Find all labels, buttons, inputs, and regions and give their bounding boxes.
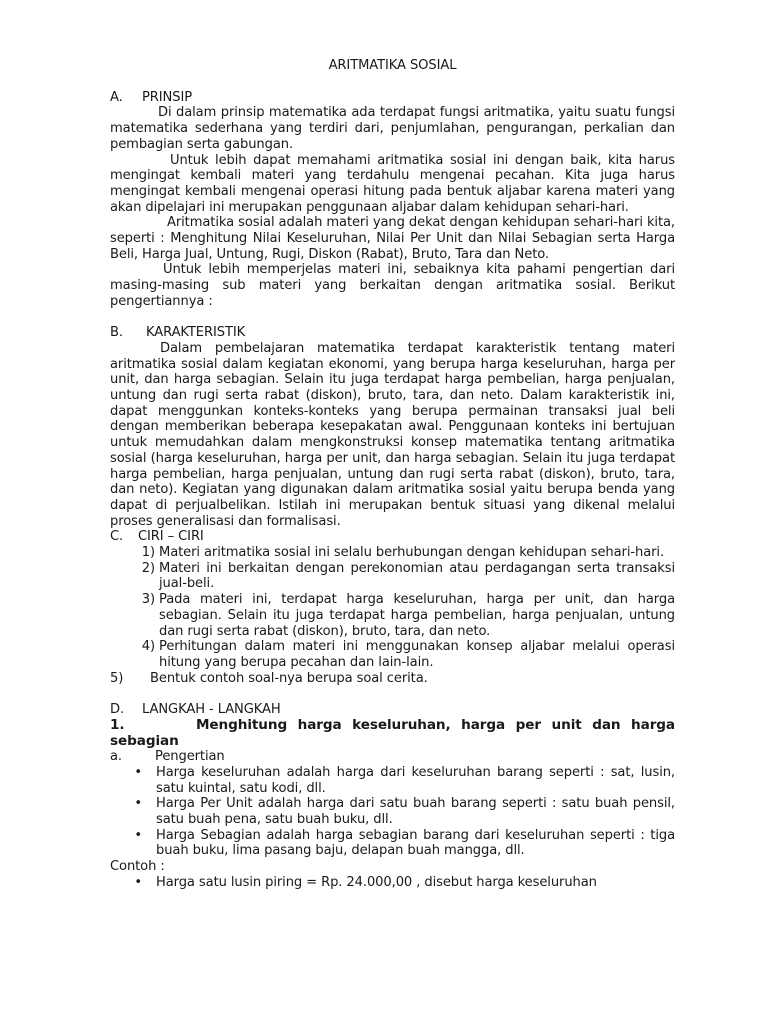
- list-item-text: Materi ini berkaitan dengan perekonomian atau perdagangan serta transaksi jual-beli.: [159, 560, 675, 592]
- list-item-text: Perhitungan dalam materi ini menggunakan konsep aljabar melalui operasi hitung yang berupa pecahan dan lain-lain.: [159, 639, 675, 670]
- list-item: [110, 592, 675, 639]
- list-item-number: 1): [141, 545, 155, 561]
- bullet-item: [110, 828, 675, 859]
- bullet-icon: •: [134, 796, 142, 812]
- section-a-paragraph-2: Untuk lebih dapat memahami aritmatika sosial ini dengan baik, kita harus mengingat kembali materi yang terdahulu mengenai pecahan. Kita juga harus mengingat kembali mengenai operasi hitung pada bentuk aljabar karena materi yang akan dipelajari ini merupakan penggunaan aljabar dalam kehidupan sehari-hari.: [110, 152, 675, 215]
- section-a-paragraph-3: Aritmatika sosial adalah materi yang dekat dengan kehidupan sehari-hari kita, seperti : Menghitung Nilai Keseluruhan, Nilai Per Unit dan Nilai Sebagian serta Harga Beli, Harga Jual, Untung, Rugi, Diskon (Rabat), Bruto, Tara dan Neto.: [110, 215, 675, 262]
- subsection-a-title: Pengertian: [155, 749, 225, 765]
- section-a-paragraph-4: Untuk lebih memperjelas materi ini, sebaiknya kita pahami pengertian dari masing-masing sub materi yang berkaitan dengan aritmatika sosial. Berikut pengertiannya :: [110, 262, 675, 309]
- list-item-number: 4): [141, 639, 155, 655]
- section-a-letter: A.: [110, 89, 123, 105]
- list-item: [110, 545, 675, 561]
- pengertian-bullet-list: [110, 765, 675, 859]
- list-item-number: 3): [141, 592, 155, 608]
- bullet-text: Harga keseluruhan adalah harga dari keseluruhan barang seperti : sat, lusin, satu kuintal, satu kodi, dll.: [156, 764, 675, 796]
- ciri-list: [110, 545, 675, 671]
- section-d-letter: D.: [110, 702, 125, 718]
- list-item: [110, 639, 675, 670]
- list-item: [110, 561, 675, 592]
- list-item-text: Materi aritmatika sosial ini selalu berhubungan dengan kehidupan sehari-hari.: [159, 545, 665, 561]
- subsection-1-text: Menghitung harga keseluruhan, harga per unit dan harga sebagian: [110, 716, 675, 749]
- contoh-label: Contoh :: [110, 859, 165, 875]
- section-b-letter: B.: [110, 325, 123, 341]
- list-item-text: Bentuk contoh soal-nya berupa soal cerita.: [150, 670, 428, 686]
- subsection-a-heading: [110, 749, 675, 765]
- bullet-item: [110, 875, 675, 891]
- bullet-text: Harga satu lusin piring = Rp. 24.000,00 , disebut harga keseluruhan: [156, 874, 597, 890]
- bullet-icon: •: [134, 827, 142, 843]
- section-a-title: PRINSIP: [142, 89, 193, 105]
- bullet-item: [110, 765, 675, 796]
- document-page: [110, 58, 675, 891]
- section-b-heading: [110, 325, 675, 341]
- list-item-number: 5): [110, 670, 124, 686]
- subsection-a-letter: a.: [110, 749, 122, 765]
- bullet-icon: •: [134, 764, 142, 780]
- section-a-heading: [110, 90, 675, 106]
- contoh-bullet-list: [110, 875, 675, 891]
- section-a-paragraph-1: Di dalam prinsip matematika ada terdapat fungsi aritmatika, yaitu suatu fungsi matematika sederhana yang terdiri dari, penjumlahan, pengurangan, perkalian dan pembagian serta gabungan.: [110, 105, 675, 152]
- section-c-title: CIRI – CIRI: [138, 529, 204, 545]
- subsection-1-number: 1.: [110, 716, 125, 733]
- spacer: [110, 686, 675, 702]
- section-d-heading: [110, 702, 675, 718]
- section-c-letter: C.: [110, 529, 124, 545]
- section-b-paragraph: Dalam pembelajaran matematika terdapat karakteristik tentang materi aritmatika sosial dalam kegiatan ekonomi, yang berupa harga keseluruhan, harga per unit, dan harga sebagian. Selain itu juga terdapat harga pembelian, harga penjualan, untung dan rugi serta rabat (diskon), bruto, tara, dan neto. Dalam karakteristik ini, dapat menggunkan konteks-konteks yang berupa permainan transaksi jual beli dengan memberikan beberapa kesepakatan awal. Penggunaan konteks ini bertujuan untuk memudahkan dalam mengkonstruksi konsep matematika tentang aritmatika sosial (harga keseluruhan, harga per unit, dan harga sebagian. Selain itu juga terdapat harga pembelian, harga penjualan, untung dan rugi serta rabat (diskon), bruto, tara, dan neto). Kegiatan yang digunakan dalam aritmatika sosial yaitu berupa benda yang dapat di perjualbelikan. Istilah ini merupakan bentuk situasi yang dikenal melalui proses generalisasi dan formalisasi.: [110, 340, 675, 529]
- bullet-text: Harga Per Unit adalah harga dari satu buah barang seperti : satu buah pensil, satu buah pena, satu buah buku, dll.: [156, 796, 675, 828]
- list-item-5: [110, 671, 675, 687]
- section-d-title: LANGKAH - LANGKAH: [142, 702, 281, 718]
- bullet-text: Harga Sebagian adalah harga sebagian barang dari keseluruhan seperti : tiga buah buku, lima pasang baju, delapan buah mangga, dll.: [156, 827, 675, 859]
- spacer: [110, 310, 675, 326]
- bullet-icon: •: [134, 874, 142, 890]
- section-c-heading: [110, 529, 675, 545]
- document-title: ARITMATIKA SOSIAL: [328, 58, 457, 73]
- section-b-title: KARAKTERISTIK: [146, 325, 246, 341]
- list-item-text: Pada materi ini, terdapat harga keseluruhan, harga per unit, dan harga sebagian. Selain itu juga terdapat harga pembelian, harga penjualan, untung dan rugi serta rabat (diskon), bruto, tara, dan neto.: [159, 592, 675, 639]
- subsection-1-title: [110, 718, 675, 749]
- list-item-number: 2): [141, 560, 155, 576]
- bullet-item: [110, 796, 675, 827]
